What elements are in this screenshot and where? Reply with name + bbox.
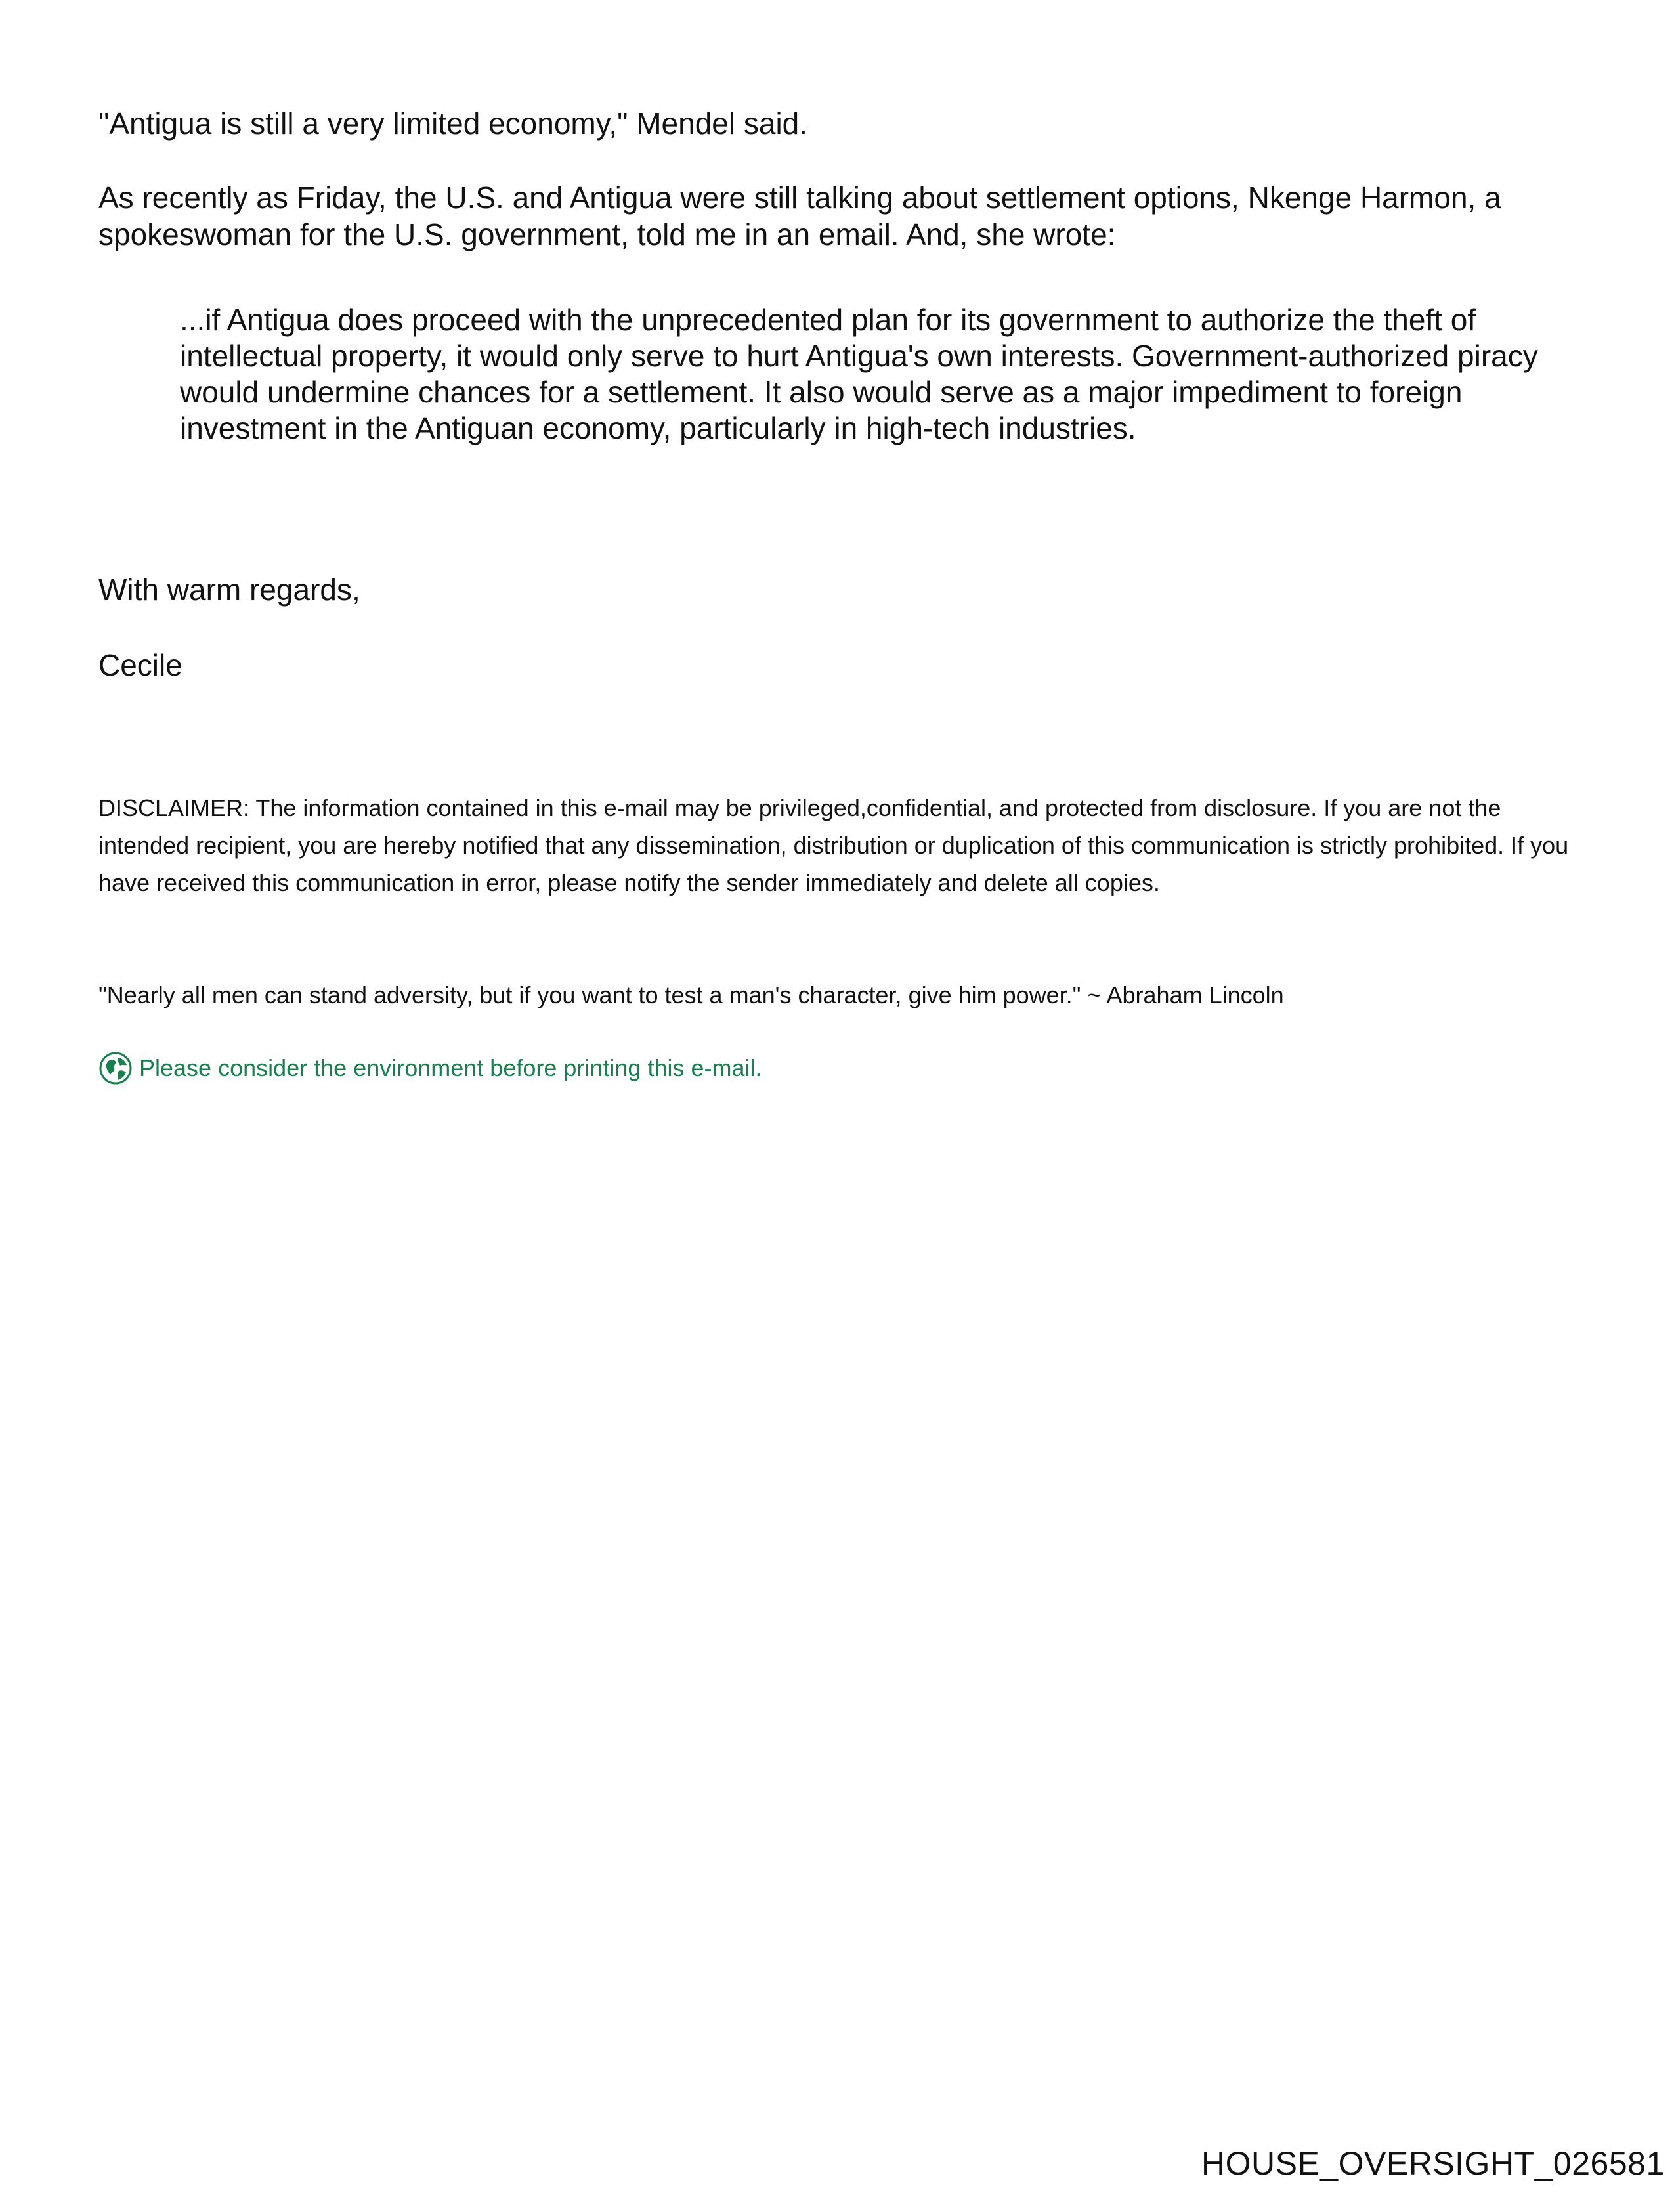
disclaimer-text: DISCLAIMER: The information contained in this e-mail may be privileged,confidential, and protected from disclosure. If you are not the intended recipient, you are hereby notified that any dissemination, distribution or duplication of this communication is strictly prohibited. If you have received this communication in error, please notify the sender immediately and delete all copies. xyxy=(98,794,1569,896)
mendel-quote: "Antigua is still a very limited economy," Mendel said. xyxy=(98,106,808,141)
environment-note-text: Please consider the environment before printing this e-mail. xyxy=(139,1054,762,1081)
government-block-quote: ...if Antigua does proceed with the unprecedented plan for its government to authorize the theft of intellectual property, it would only serve to hurt Antigua's own interests. Government-authorized piracy would undermine chances for a settlement. It also would serve as a major impediment to foreign investment in the Antiguan economy, particularly in high-tech industries. xyxy=(180,303,1538,445)
environment-note xyxy=(98,1049,762,1087)
bates-number: HOUSE_OVERSIGHT_026581 xyxy=(1201,2145,1665,2182)
closing-line: With warm regards, xyxy=(98,573,360,607)
globe-icon xyxy=(98,1051,133,1085)
intro-paragraph: As recently as Friday, the U.S. and Antigua were still talking about settlement options, Nkenge Harmon, a spokeswoman for the U.S. government, told me in an email. And, she wrote: xyxy=(98,181,1501,251)
lincoln-quote: "Nearly all men can stand adversity, but if you want to test a man's character, give him power." ~ Abraham Lincoln xyxy=(98,982,1284,1008)
signature: Cecile xyxy=(98,648,182,682)
